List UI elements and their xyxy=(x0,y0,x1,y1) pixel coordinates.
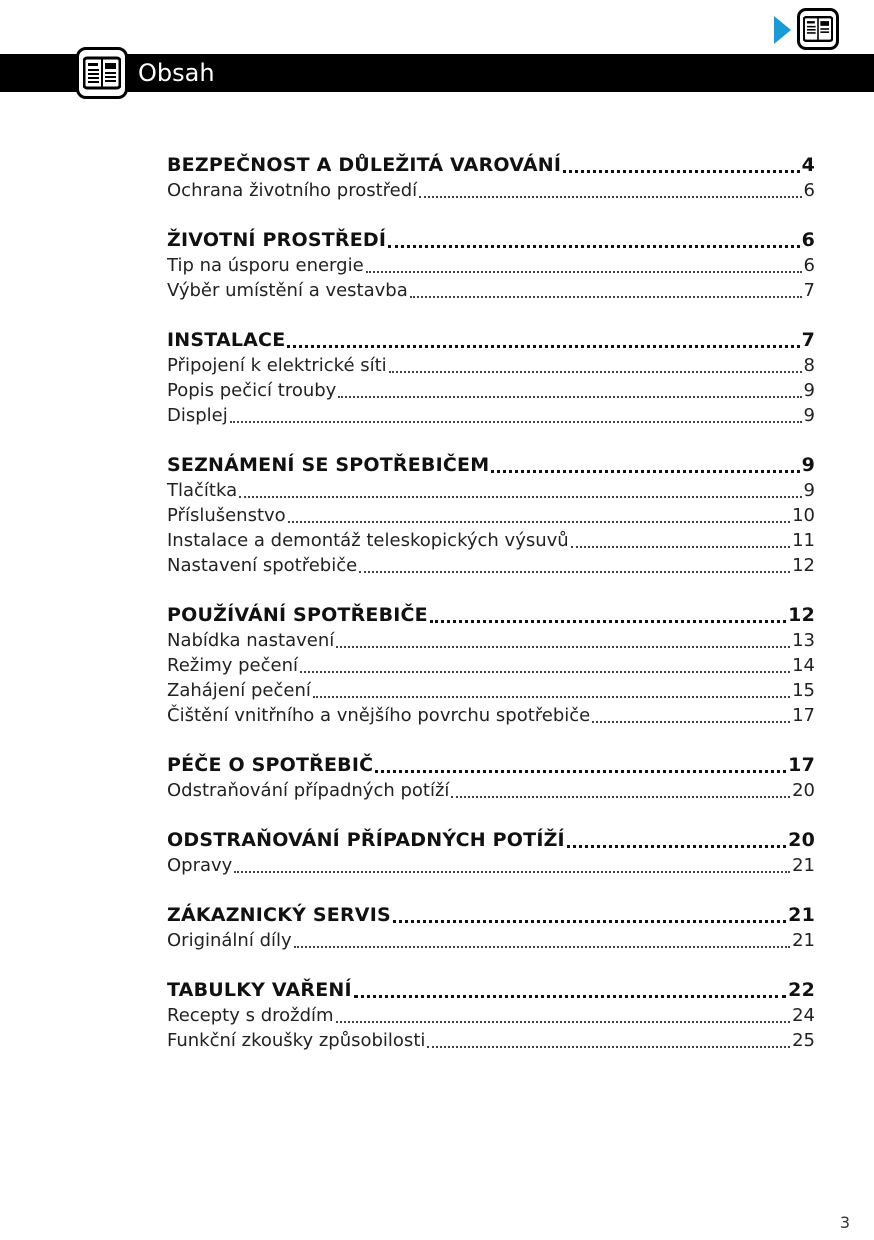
toc-heading[interactable] xyxy=(167,453,815,478)
dot-leader xyxy=(592,721,790,723)
page-number: 3 xyxy=(839,1213,850,1232)
toc-heading-title: ODSTRAŇOVÁNÍ PŘÍPADNÝCH POTÍŽÍ xyxy=(167,829,565,851)
next-arrow-icon[interactable] xyxy=(774,16,791,44)
toc-item[interactable] xyxy=(167,678,815,703)
toc-item[interactable] xyxy=(167,653,815,678)
toc-item-title: Odstraňování případných potíží xyxy=(167,780,450,801)
book-icon xyxy=(803,14,833,44)
nav-contents-button[interactable] xyxy=(797,8,839,50)
toc-item-title: Ochrana životního prostředí xyxy=(167,180,418,201)
toc-section xyxy=(167,328,815,428)
toc-item[interactable] xyxy=(167,353,815,378)
toc-section xyxy=(167,228,815,303)
dot-leader xyxy=(491,470,799,473)
toc-item-title: Nabídka nastavení xyxy=(167,630,335,651)
toc-item[interactable] xyxy=(167,928,815,953)
toc-heading[interactable] xyxy=(167,153,815,178)
toc-item-page: 14 xyxy=(792,655,815,676)
toc-heading[interactable] xyxy=(167,903,815,928)
dot-leader xyxy=(567,845,786,848)
toc-section xyxy=(167,903,815,953)
toc-item-page: 10 xyxy=(792,505,815,526)
dot-leader xyxy=(563,170,799,173)
dot-leader xyxy=(230,421,802,423)
toc-item-page: 20 xyxy=(792,780,815,801)
toc-heading-page: 17 xyxy=(788,754,815,776)
dot-leader xyxy=(359,571,790,573)
toc-heading-title: PÉČE O SPOTŘEBIČ xyxy=(167,754,374,776)
toc-heading[interactable] xyxy=(167,228,815,253)
toc-section xyxy=(167,978,815,1053)
dot-leader xyxy=(288,521,790,523)
toc-heading-page: 21 xyxy=(788,904,815,926)
toc-item-page: 21 xyxy=(792,855,815,876)
toc-item[interactable] xyxy=(167,778,815,803)
toc-item[interactable] xyxy=(167,853,815,878)
dot-leader xyxy=(375,770,786,773)
dot-leader xyxy=(294,946,790,948)
header-bar xyxy=(0,54,874,92)
toc-heading-page: 6 xyxy=(801,229,815,251)
toc-item[interactable] xyxy=(167,553,815,578)
dot-leader xyxy=(410,296,802,298)
dot-leader xyxy=(366,271,802,273)
toc-item[interactable] xyxy=(167,478,815,503)
dot-leader xyxy=(427,1046,790,1048)
toc-item-title: Opravy xyxy=(167,855,233,876)
toc-item-title: Funkční zkoušky způsobilosti xyxy=(167,1030,426,1051)
dot-leader xyxy=(430,620,786,623)
toc-item-title: Popis pečicí trouby xyxy=(167,380,337,401)
toc-item-title: Režimy pečení xyxy=(167,655,299,676)
dot-leader xyxy=(354,995,786,998)
toc-heading-title: ZÁKAZNICKÝ SERVIS xyxy=(167,904,391,926)
toc-item[interactable] xyxy=(167,1028,815,1053)
toc-heading[interactable] xyxy=(167,328,815,353)
toc-item-page: 9 xyxy=(803,480,815,501)
toc-item[interactable] xyxy=(167,178,815,203)
toc-heading-title: SEZNÁMENÍ SE SPOTŘEBIČEM xyxy=(167,454,490,476)
toc-item-page: 8 xyxy=(803,355,815,376)
toc-item-title: Tip na úsporu energie xyxy=(167,255,364,276)
toc-item-page: 17 xyxy=(792,705,815,726)
dot-leader xyxy=(313,696,790,698)
table-of-contents xyxy=(167,153,815,1078)
toc-item[interactable] xyxy=(167,403,815,428)
toc-item-title: Recepty s droždím xyxy=(167,1005,334,1026)
toc-heading-page: 12 xyxy=(788,604,815,626)
dot-leader xyxy=(571,546,790,548)
toc-item[interactable] xyxy=(167,253,815,278)
toc-item[interactable] xyxy=(167,378,815,403)
toc-item[interactable] xyxy=(167,278,815,303)
toc-item-page: 15 xyxy=(792,680,815,701)
dot-leader xyxy=(388,245,799,248)
toc-section xyxy=(167,828,815,878)
toc-heading-title: POUŽÍVÁNÍ SPOTŘEBIČE xyxy=(167,604,428,626)
toc-heading[interactable] xyxy=(167,603,815,628)
toc-heading-page: 20 xyxy=(788,829,815,851)
toc-item-page: 9 xyxy=(803,380,815,401)
toc-item-page: 9 xyxy=(803,405,815,426)
toc-item[interactable] xyxy=(167,503,815,528)
dot-leader xyxy=(336,646,790,648)
toc-heading-page: 9 xyxy=(801,454,815,476)
dot-leader xyxy=(300,671,790,673)
toc-section xyxy=(167,603,815,728)
dot-leader xyxy=(338,396,801,398)
dot-leader xyxy=(393,920,786,923)
toc-heading[interactable] xyxy=(167,753,815,778)
toc-item-title: Čištění vnitřního a vnějšího povrchu spotřebiče xyxy=(167,705,591,726)
toc-heading-title: TABULKY VAŘENÍ xyxy=(167,979,352,1001)
book-icon xyxy=(83,54,121,92)
dot-leader xyxy=(389,371,802,373)
toc-item[interactable] xyxy=(167,628,815,653)
toc-item-title: Nastavení spotřebiče xyxy=(167,555,358,576)
toc-item-page: 11 xyxy=(792,530,815,551)
toc-item-page: 25 xyxy=(792,1030,815,1051)
toc-item-title: Originální díly xyxy=(167,930,292,951)
dot-leader xyxy=(287,345,799,348)
toc-item-page: 6 xyxy=(803,255,815,276)
toc-section xyxy=(167,453,815,578)
toc-heading-title: ŽIVOTNÍ PROSTŘEDÍ xyxy=(167,229,387,251)
dot-leader xyxy=(234,871,790,873)
toc-heading-page: 4 xyxy=(801,154,815,176)
toc-heading-page: 22 xyxy=(788,979,815,1001)
toc-item-title: Instalace a demontáž teleskopických výsuvů xyxy=(167,530,569,551)
dot-leader xyxy=(451,796,790,798)
dot-leader xyxy=(239,496,801,498)
toc-item-title: Displej xyxy=(167,405,228,426)
toc-item-page: 13 xyxy=(792,630,815,651)
toc-item-title: Výběr umístění a vestavba xyxy=(167,280,408,301)
dot-leader xyxy=(336,1021,791,1023)
dot-leader xyxy=(419,196,801,198)
toc-item[interactable] xyxy=(167,528,815,553)
page-title: Obsah xyxy=(138,59,215,87)
toc-item-title: Tlačítka xyxy=(167,480,238,501)
toc-item-page: 21 xyxy=(792,930,815,951)
toc-item-page: 7 xyxy=(803,280,815,301)
toc-item-page: 12 xyxy=(792,555,815,576)
toc-item-title: Připojení k elektrické síti xyxy=(167,355,387,376)
toc-item-page: 24 xyxy=(792,1005,815,1026)
toc-section xyxy=(167,753,815,803)
toc-item[interactable] xyxy=(167,703,815,728)
toc-heading-title: INSTALACE xyxy=(167,329,286,351)
toc-item-page: 6 xyxy=(803,180,815,201)
toc-heading-page: 7 xyxy=(801,329,815,351)
toc-item-title: Zahájení pečení xyxy=(167,680,311,701)
toc-item[interactable] xyxy=(167,1003,815,1028)
toc-section xyxy=(167,153,815,203)
toc-heading[interactable] xyxy=(167,828,815,853)
toc-heading[interactable] xyxy=(167,978,815,1003)
header-book-icon xyxy=(76,47,128,99)
toc-item-title: Příslušenstvo xyxy=(167,505,286,526)
toc-heading-title: BEZPEČNOST A DŮLEŽITÁ VAROVÁNÍ xyxy=(167,154,562,176)
